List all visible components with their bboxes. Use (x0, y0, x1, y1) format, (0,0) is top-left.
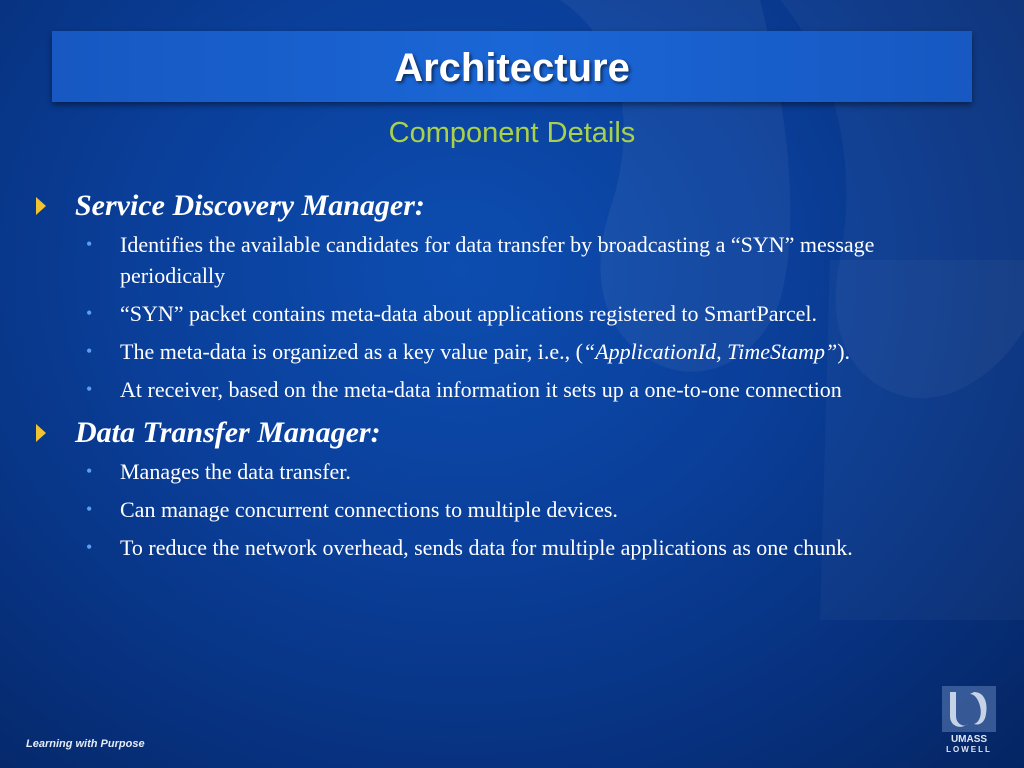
list-item (34, 374, 974, 405)
dot-bullet-icon: • (86, 341, 93, 361)
list-item-text: Manages the data transfer. (120, 459, 351, 484)
umass-lowell-logo-icon (940, 684, 998, 754)
list-item (34, 336, 974, 367)
list-item-text: “SYN” packet contains meta-data about applications registered to SmartParcel. (120, 301, 818, 326)
slide-title: Architecture (394, 46, 630, 90)
arrow-bullet-icon (36, 197, 46, 215)
footer-tagline: Learning with Purpose (26, 738, 145, 750)
list-item-italic-text: “ApplicationId, TimeStamp” (582, 339, 838, 364)
list-item-text: At receiver, based on the meta-data information it sets up a one-to-one connection (120, 377, 842, 402)
list-item (34, 456, 974, 487)
bullet-list (34, 456, 974, 563)
dot-bullet-icon: • (86, 537, 93, 557)
slide-content (34, 186, 974, 571)
arrow-bullet-icon (36, 424, 46, 442)
list-item-text: Can manage concurrent connections to multiple devices. (120, 497, 618, 522)
dot-bullet-icon: • (86, 234, 93, 254)
bullet-list (34, 229, 974, 405)
section-heading: Service Discovery Manager: (75, 189, 425, 222)
list-item-text-end: ). (837, 339, 851, 364)
list-item (34, 229, 974, 291)
section-heading: Data Transfer Manager: (75, 416, 381, 449)
list-item-text: Identifies the available candidates for data transfer by broadcasting a “SYN” message periodically (120, 232, 875, 288)
list-item-text: The meta-data is organized as a key value pair, i.e., ( (120, 339, 583, 364)
dot-bullet-icon: • (86, 379, 93, 399)
logo-line2: LOWELL (946, 745, 992, 754)
section-service-discovery (34, 186, 974, 405)
dot-bullet-icon: • (86, 499, 93, 519)
list-item-text: To reduce the network overhead, sends data for multiple applications as one chunk. (120, 535, 853, 560)
section-data-transfer (34, 413, 974, 563)
list-item (34, 532, 974, 563)
list-item (34, 494, 974, 525)
dot-bullet-icon: • (86, 461, 93, 481)
dot-bullet-icon: • (86, 303, 93, 323)
slide-subtitle: Component Details (388, 117, 636, 149)
logo-line1: UMASS (950, 734, 988, 745)
list-item (34, 298, 974, 329)
